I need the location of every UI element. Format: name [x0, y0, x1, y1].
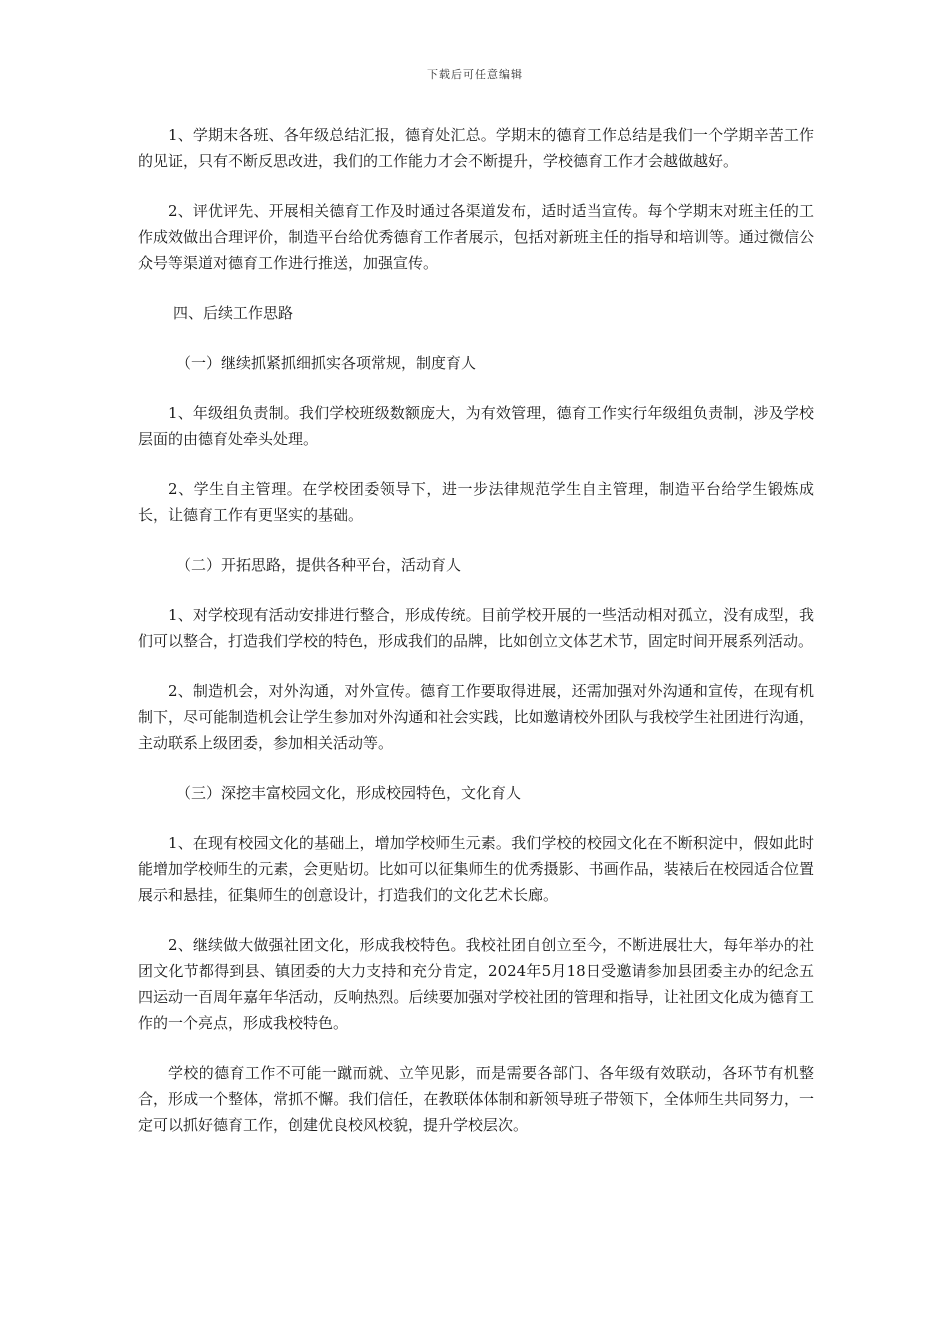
- paragraph-item-1: 1、学期末各班、各年级总结汇报，德育处汇总。学期末的德育工作总结是我们一个学期辛苦工作的见证，只有不断反思改进，我们的工作能力才会不断提升，学校德育工作才会越做越好。: [138, 126, 814, 170]
- paragraph-item-4: 2、学生自主管理。在学校团委领导下，进一步法律规范学生自主管理，制造平台给学生锻炼成长，让德育工作有更坚实的基础。: [138, 480, 814, 524]
- paragraph-item-6: 2、制造机会，对外沟通，对外宣传。德育工作要取得进展，还需加强对外沟通和宣传，在现有机制下，尽可能制造机会让学生参加对外沟通和社会实践，比如邀请校外团队与我校学生社团进行沟通，主动联系上级团委，参加相关活动等。: [138, 682, 814, 752]
- paragraph-item-8: 2、继续做大做强社团文化，形成我校特色。我校社团自创立至今，不断进展壮大，每年举办的社团文化节都得到县、镇团委的大力支持和充分肯定，2024年5月18日受邀请参加县团委主办的纪念五四运动一百周年嘉年华活动，反响热烈。后续要加强对学校社团的管理和指导，让社团文化成为德育工作的一个亮点，形成我校特色。: [138, 936, 814, 1032]
- closing-paragraph: 学校的德育工作不可能一蹴而就、立竿见影，而是需要各部门、各年级有效联动，各环节有机整合，形成一个整体，常抓不懈。我们信任，在教联体体制和新领导班子带领下，全体师生共同努力，一定可以抓好德育工作，创建优良校风校貌，提升学校层次。: [138, 1064, 814, 1134]
- paragraph-item-7: 1、在现有校园文化的基础上，增加学校师生元素。我们学校的校园文化在不断积淀中，假如此时能增加学校师生的元素，会更贴切。比如可以征集师生的优秀摄影、书画作品，装裱后在校园适合位置展示和悬挂，征集师生的创意设计，打造我们的文化艺术长廊。: [138, 834, 814, 904]
- page-header: 下载后可任意编辑: [427, 68, 523, 81]
- document-body: [138, 122, 814, 1162]
- subsection-heading-2: （二）开拓思路，提供各种平台，活动育人: [176, 556, 462, 574]
- paragraph-item-2: 2、评优评先、开展相关德育工作及时通过各渠道发布，适时适当宣传。每个学期末对班主任的工作成效做出合理评价，制造平台给优秀德育工作者展示，包括对新班主任的指导和培训等。通过微信公众号等渠道对德育工作进行推送，加强宣传。: [138, 202, 814, 272]
- section-heading-4: 四、后续工作思路: [173, 304, 294, 322]
- paragraph-item-3: 1、年级组负责制。我们学校班级数额庞大，为有效管理，德育工作实行年级组负责制，涉及学校层面的由德育处牵头处理。: [138, 404, 814, 448]
- paragraph-item-5: 1、对学校现有活动安排进行整合，形成传统。目前学校开展的一些活动相对孤立，没有成型，我们可以整合，打造我们学校的特色，形成我们的品牌，比如创立文体艺术节，固定时间开展系列活动。: [138, 606, 814, 650]
- subsection-heading-1: （一）继续抓紧抓细抓实各项常规，制度育人: [176, 354, 477, 372]
- subsection-heading-3: （三）深挖丰富校园文化，形成校园特色，文化育人: [176, 784, 522, 802]
